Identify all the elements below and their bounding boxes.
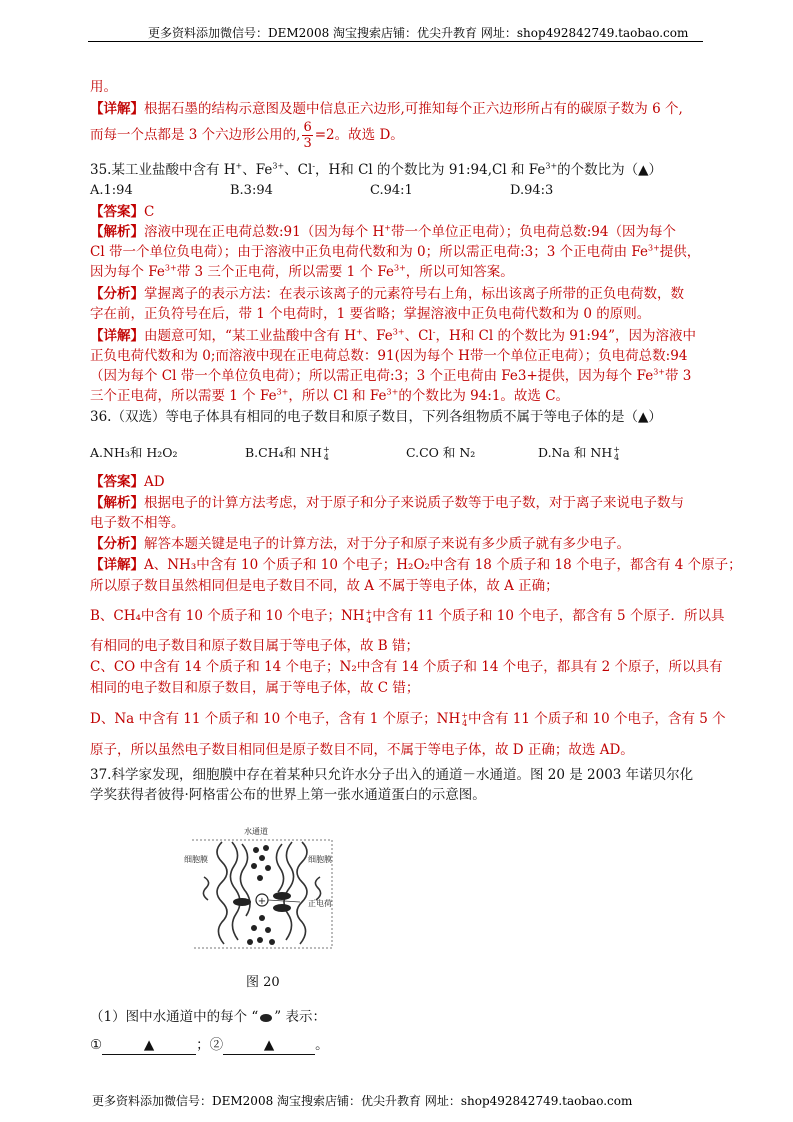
t: 、Fe — [362, 328, 393, 344]
q35-xiangjie-2: 正负电荷代数和为 0;而溶液中现在正电荷总数：91(因为每个 H带一个单位正电荷）；负电荷总数:94 — [90, 348, 688, 364]
t: ” 表示： — [274, 1009, 326, 1025]
t: （1）图中水通道中的每个 “ — [90, 1009, 259, 1025]
t: ，H和 Cl 的个数比为 91:94”，因为溶液中 — [435, 328, 697, 344]
q36-xiangjie-8: 原子，所以虽然电子数目相同但是原子数目不同，不属于等电子体，故 D 正确；故选 AD。 — [90, 742, 634, 758]
q35-stem-c: 、Cl — [284, 162, 313, 178]
t: 中含有 11 个质子和 10 个电子，都含有 5 个原子．所以具 — [372, 608, 725, 624]
answer-blank-2[interactable]: ▲ — [223, 1036, 315, 1055]
q37-sub1 — [90, 1008, 326, 1026]
fraction — [302, 120, 312, 151]
q35-option-d: D.94:3 — [510, 183, 554, 198]
sup: + — [384, 223, 391, 233]
answer-blank-1[interactable]: ▲ — [102, 1036, 196, 1055]
sup: 3+ — [386, 387, 399, 397]
q35-stem-a: 35.某工业盐酸中含有 H — [90, 162, 236, 178]
helix-oval — [273, 904, 291, 912]
q35-stem — [90, 161, 662, 179]
nh4-charge — [613, 446, 620, 462]
t: ，所以可知答案。 — [405, 264, 514, 280]
q36-option-a: A.NH₃和 H₂O₂ — [90, 445, 178, 460]
plus-sign: + — [257, 896, 267, 907]
q36-fenxi — [90, 535, 630, 553]
t: D、Na 中含有 11 个质子和 10 个电子，含有 1 个原子；NH — [90, 711, 461, 727]
t: 。 — [315, 1037, 329, 1053]
plus: + — [322, 444, 330, 454]
q36-option-c: C.CO 和 N₂ — [406, 445, 476, 460]
t: 由题意可知，“某工业盐酸中含有 H — [144, 328, 356, 344]
helix-oval — [233, 898, 251, 906]
nh4-charge — [323, 446, 330, 462]
sup: 3+ — [653, 367, 666, 377]
fraction-denominator: 3 — [303, 136, 312, 151]
plus: + — [365, 607, 373, 617]
answer-tag: 【答案】 — [90, 474, 144, 490]
analysis-tag: 【解析】 — [90, 224, 144, 240]
t: Cl 带一个单位负电荷）；由于溶液中正负电荷代数和为 0；所以需正电荷:3；3 个正电荷由 Fe — [90, 244, 648, 260]
header-rule — [88, 41, 703, 42]
xiangjie-tag: 【详解】 — [90, 557, 144, 573]
t: D.Na 和 NH — [538, 445, 613, 460]
sup: 3+ — [164, 263, 177, 273]
fraction-numerator: 6 — [303, 120, 312, 135]
q36-xiangjie-3 — [90, 607, 724, 625]
label-water-channel: 水通道 — [244, 827, 268, 836]
four: 4 — [366, 615, 372, 625]
t: 的个数比为 94:1。故选 C。 — [398, 388, 570, 404]
four: 4 — [323, 452, 329, 462]
t: B、CH₄中含有 10 个质子和 10 个电子；NH — [90, 608, 365, 624]
t: 中含有 11 个质子和 10 个电子，含有 5 个 — [467, 711, 726, 727]
q36-option-d — [538, 443, 620, 462]
q34-line0: 用。 — [90, 79, 117, 95]
t: 三个正电荷，所以需要 1 个 Fe — [90, 388, 277, 404]
answer-tag: 【答案】 — [90, 204, 144, 220]
label-membrane-left: 细胞膜 — [184, 855, 208, 864]
q35-analysis-1 — [90, 223, 676, 241]
sup: 3+ — [648, 243, 660, 253]
t: A、NH₃中含有 10 个质子和 10 个电子；H₂O₂中含有 18 个质子和 18 个电子，都含有 4 个原子； — [144, 557, 742, 573]
water-channel-figure — [182, 822, 342, 962]
q35-xiangjie-4 — [90, 387, 569, 405]
q36-analysis-2: 电子数不相等。 — [90, 515, 185, 531]
q36-xiangjie-4: 有相同的电子数目和原子数目属于等电子体，故 B 错； — [90, 638, 420, 654]
xiangjie-tag: 【详解】 — [90, 328, 144, 344]
sup: - — [432, 327, 436, 337]
sup-h: + — [235, 161, 243, 171]
left-protein — [203, 842, 250, 944]
q34-detail-2 — [90, 120, 404, 151]
t: 溶液中现在正电荷总数:91（因为每个 H — [144, 224, 385, 240]
fenxi-tag: 【分析】 — [90, 286, 144, 302]
q35-stem-e: 的个数比为（▲） — [557, 162, 663, 178]
q37-stem-1: 37.科学家发现，细胞膜中存在着某种只允许水分子出入的通道－水通道。图 20 是 2003 年诺贝尔化 — [90, 767, 694, 783]
q35-option-c: C.94:1 — [370, 183, 413, 198]
plus: + — [461, 710, 468, 720]
q37-blanks — [90, 1036, 329, 1055]
q34-detail-text: 根据石墨的结构示意图及题中信息正六边形,可推知每个正六边形所占有的碳原子数为 6 个, — [144, 101, 683, 117]
q36-xiangjie-5: C、CO 中含有 14 个质子和 14 个电子；N₂中含有 14 个质子和 14 个电子，都具有 2 个原子，所以具有 — [90, 659, 723, 675]
q34-detail-1 — [90, 100, 683, 118]
t: 提供， — [659, 244, 701, 260]
t: 掌握离子的表示方法：在表示该离子的元素符号右上角，标出该离子所带的正负电荷数，数 — [144, 286, 684, 302]
plus: + — [613, 444, 620, 454]
sup-fe: 3+ — [272, 161, 285, 171]
q35-fenxi-2: 字在前，正负符号在后，带 1 个电荷时，1 要省略；掌握溶液中正负电荷代数和为 0 的原则。 — [90, 306, 651, 322]
blank-2-label: ；② — [196, 1037, 224, 1053]
label-positive-charge: 正电荷 — [308, 899, 332, 908]
sup: + — [355, 327, 363, 337]
q35-xiangjie-1 — [90, 327, 696, 345]
q35-stem-d: ，H和 Cl 的个数比为 91:94,Cl 和 Fe — [315, 162, 546, 178]
page-header: 更多资料添加微信号：DEM2008 淘宝搜索店铺：优尖升教育 网址：shop492842749.taobao.com — [148, 26, 689, 40]
q35-option-a: A.1:94 — [90, 183, 133, 198]
q34-detail-2b: =2。故选 D。 — [314, 127, 404, 143]
q36-xiangjie-1 — [90, 556, 742, 574]
four: 4 — [614, 452, 620, 462]
answer-value: C — [144, 204, 155, 220]
q35-analysis-3 — [90, 263, 514, 281]
t: 因为每个 Fe — [90, 264, 165, 280]
t: 解答本题关键是电子的计算方法，对于分子和原子来说有多少质子就有多少电子。 — [144, 536, 630, 552]
detail-tag: 【详解】 — [90, 101, 144, 117]
q37-stem-2: 学奖获得者彼得·阿格雷公布的世界上第一张水通道蛋白的示意图。 — [90, 787, 486, 803]
t: 带 3 三个正电荷，所以需要 1 个 Fe — [176, 264, 394, 280]
analysis-tag: 【解析】 — [90, 495, 144, 511]
t: ，所以 Cl 和 Fe — [288, 388, 387, 404]
q36-analysis-1 — [90, 494, 684, 512]
sup: 3+ — [393, 263, 406, 273]
answer-value: AD — [144, 474, 165, 490]
page-footer: 更多资料添加微信号：DEM2008 淘宝搜索店铺：优尖升教育 网址：shop492842749.taobao.com — [92, 1094, 633, 1108]
q36-stem: 36.（双选）等电子体具有相同的电子数目和原子数目，下列各组物质不属于等电子体的是（▲） — [90, 409, 662, 425]
t: 、Cl — [404, 328, 433, 344]
fenxi-tag: 【分析】 — [90, 536, 144, 552]
q35-fenxi-1 — [90, 285, 684, 303]
q35-answer — [90, 203, 154, 221]
t: 带一个单位正电荷）；负电荷总数:94（因为每个 — [391, 224, 676, 240]
q35-xiangjie-3 — [90, 367, 691, 385]
q36-answer — [90, 473, 165, 491]
water-molecule-icon — [260, 1014, 272, 1022]
q36-xiangjie-6: 相同的电子数目和原子数目，属于等电子体，故 C 错； — [90, 680, 420, 696]
sup-fe2: 3+ — [545, 161, 558, 171]
t: 根据电子的计算方法考虑，对于原子和分子来说质子数等于电子数，对于离子来说电子数与 — [144, 495, 684, 511]
figure-caption: 图 20 — [246, 975, 280, 990]
nh4-charge — [461, 712, 468, 728]
q36-option-b — [245, 443, 330, 462]
q36-xiangjie-7 — [90, 710, 726, 728]
q34-detail-2a: 而每一个点都是 3 个六边形公用的, — [90, 127, 301, 143]
q35-analysis-2 — [90, 243, 700, 261]
q35-stem-b: 、Fe — [242, 162, 273, 178]
label-membrane-right: 细胞膜 — [308, 855, 332, 864]
sup-cl: - — [312, 161, 316, 171]
q35-option-b: B.3:94 — [230, 183, 273, 198]
sup: 3+ — [392, 327, 405, 337]
t: （因为每个 Cl 带一个单位负电荷）；所以需正电荷:3；3 个正电荷由 Fe3+提供，因为每个 Fe — [90, 368, 654, 384]
sup: 3+ — [276, 387, 289, 397]
helix-oval — [273, 892, 291, 900]
t: 带 3 — [665, 368, 692, 384]
q36-xiangjie-2: 所以原子数目虽然相同但是电子数目不同，故 A 不属于等电子体，故 A 正确； — [90, 578, 559, 594]
four: 4 — [462, 718, 468, 728]
blank-1-label: ① — [90, 1037, 103, 1053]
t: B.CH₄和 NH — [245, 445, 322, 460]
